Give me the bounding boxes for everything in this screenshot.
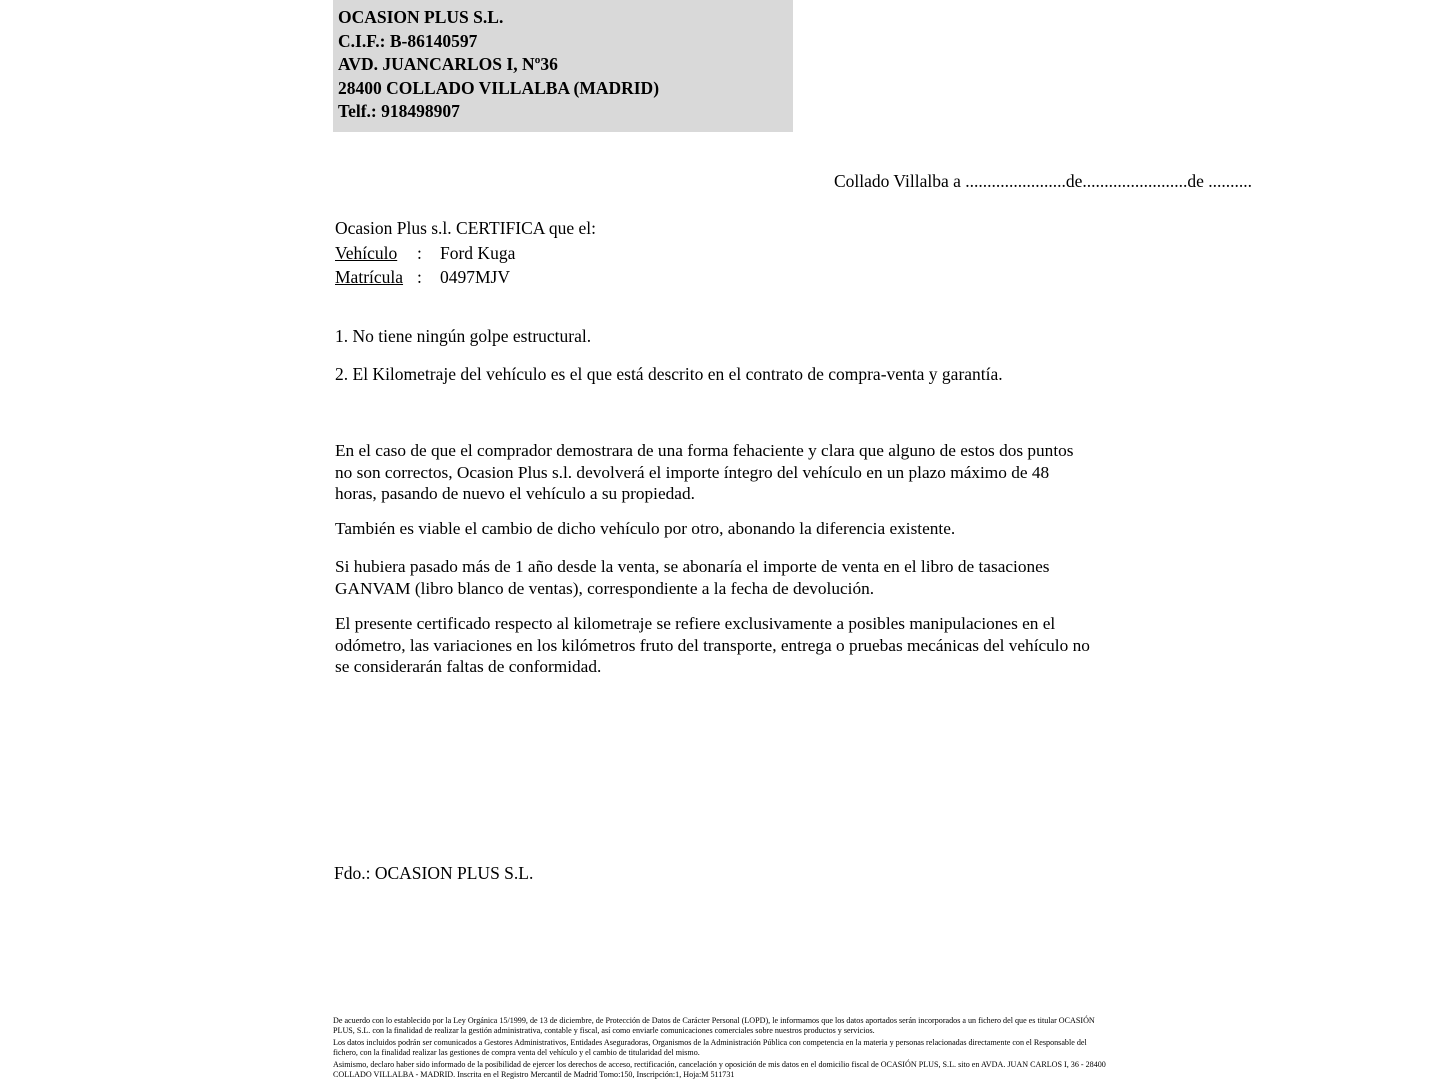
company-city: 28400 COLLADO VILLALBA (MADRID) — [338, 77, 660, 98]
certification-intro: Ocasion Plus s.l. CERTIFICA que el: — [335, 218, 596, 238]
signature-line: Fdo.: OCASION PLUS S.L. — [334, 863, 534, 883]
plate-row — [335, 265, 596, 290]
company-name: OCASION PLUS S.L. — [338, 7, 504, 27]
body-paragraph: Si hubiera pasado más de 1 año desde la venta, se abonaría el importe de venta en el libro de tasaciones GANVAM (libro blanco de ventas), correspondiente a la fecha de devolución. — [335, 557, 1050, 598]
body-paragraph: En el caso de que el comprador demostrara de una forma fehaciente y clara que alguno de estos dos puntos no son correctos, Ocasion Plus s.l. devolverá el importe íntegro del vehículo en un plazo máximo de 48 horas, pasando de nuevo el vehículo a su propiedad. — [335, 441, 1074, 503]
legal-paragraph: Los datos incluidos podrán ser comunicados a Gestores Administrativos, Entidades Aseguradoras, Organismos de la Administración Pública con competencia en la materia y personas relacionadas directamente con el Responsable del fichero, con la finalidad realizar las gestiones de compra venta del vehículo y el cambio de titularidad del mismo. — [333, 1038, 1087, 1057]
vehicle-row — [335, 241, 596, 266]
legal-paragraph: Asimismo, declaro haber sido informado de la posibilidad de ejercer los derechos de acceso, rectificación, cancelación y oposición de mis datos en el domicilio fiscal de OCASIÓN PLUS, S.L. sito en AVDA. JUAN CARLOS I, 36 - 28400 COLLADO VILLALBA - MADRID. Inscrita en el Registro Mercantil de Madrid Tomo:150, Inscripción:1, Hoja:M 511731 — [333, 1060, 1106, 1079]
company-header-block — [333, 0, 793, 132]
body-paragraph: También es viable el cambio de dicho vehículo por otro, abonando la diferencia existente. — [335, 519, 956, 538]
company-cif: C.I.F.: B-86140597 — [338, 30, 478, 51]
vehicle-separator: : — [417, 242, 422, 263]
certification-block — [335, 216, 596, 290]
point-item: 2. El Kilometraje del vehículo es el que está descrito en el contrato de compra-venta y garantía. — [335, 364, 1003, 384]
legal-footer — [333, 1016, 1108, 1080]
company-phone: Telf.: 918498907 — [338, 101, 460, 121]
body-paragraph: El presente certificado respecto al kilometraje se refiere exclusivamente a posibles manipulaciones en el odómetro, las variaciones en los kilómetros fruto del transporte, entrega o pruebas mecánicas del vehículo no se considerarán faltas de conformidad. — [335, 614, 1090, 676]
date-line: Collado Villalba a .......................de........................de .......... — [833, 171, 1253, 191]
company-address: AVD. JUANCARLOS I, Nº36 — [338, 54, 558, 74]
plate-value: 0497MJV — [440, 267, 511, 287]
legal-paragraph: De acuerdo con lo establecido por la Ley Orgánica 15/1999, de 13 de diciembre, de Protección de Datos de Carácter Personal (LOPD), le informamos que los datos aportados serán incorporados a un fichero del que es titular OCASIÓN PLUS, S.L. con la finalidad de realizar la gestión administrativa, contable y fiscal, así como enviarle comunicaciones comerciales sobre nuestros productos y servicios. — [333, 1016, 1095, 1035]
plate-label: Matrícula — [335, 267, 404, 287]
vehicle-label: Vehículo — [335, 242, 398, 263]
vehicle-value: Ford Kuga — [440, 242, 516, 263]
point-item: 1. No tiene ningún golpe estructural. — [335, 326, 592, 346]
plate-separator: : — [417, 267, 422, 287]
